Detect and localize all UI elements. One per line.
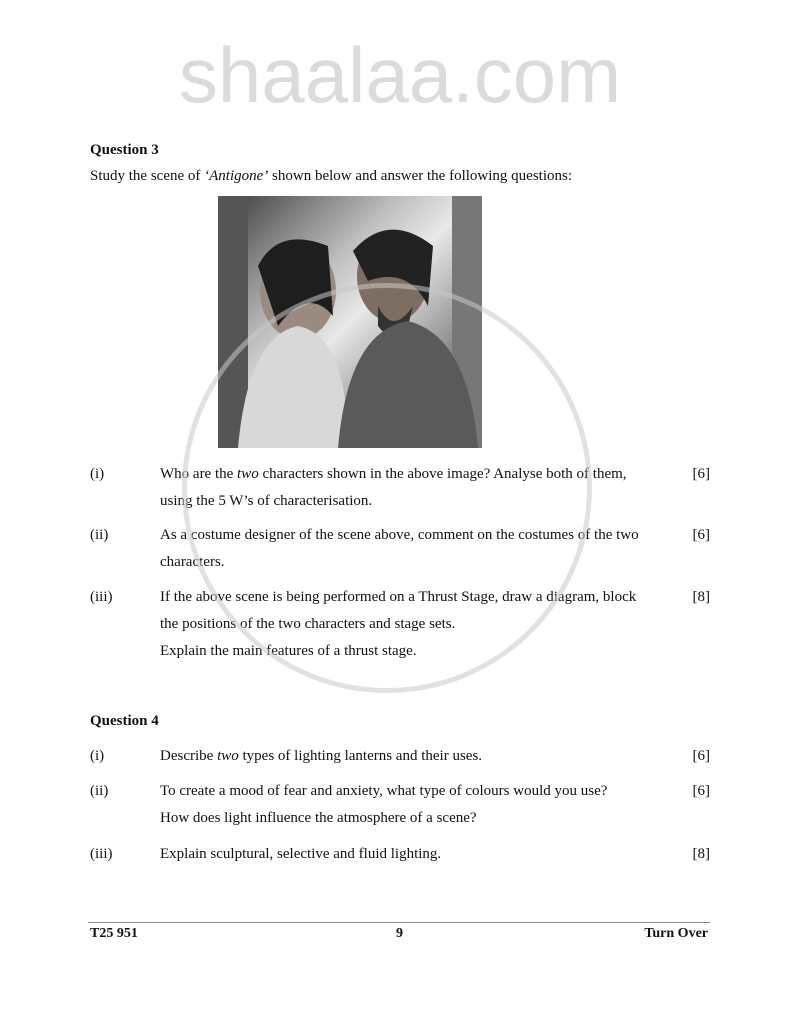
item-text-line: using the 5 W’s of characterisation. bbox=[160, 493, 373, 509]
item-number: (i) bbox=[90, 748, 105, 764]
watermark-text: shaalaa.com bbox=[178, 31, 622, 119]
item-text-line: If the above scene is being performed on a Thrust Stage, draw a diagram, block bbox=[160, 589, 637, 605]
item-text-line: As a costume designer of the scene above, comment on the costumes of the two bbox=[160, 527, 639, 543]
item-marks: [6] bbox=[692, 783, 710, 799]
antigone-scene-image bbox=[218, 196, 482, 448]
item-text-line: the positions of the two characters and stage sets. bbox=[160, 616, 456, 632]
footer-divider bbox=[88, 922, 710, 923]
item-number: (ii) bbox=[90, 783, 109, 799]
item-number: (iii) bbox=[90, 589, 113, 605]
item-number: (ii) bbox=[90, 527, 109, 543]
item-marks: [6] bbox=[692, 748, 710, 764]
page-number: 9 bbox=[396, 926, 403, 941]
item-text-line: Describe two types of lighting lanterns and their uses. bbox=[160, 748, 483, 764]
item-marks: [8] bbox=[692, 846, 710, 862]
item-marks: [8] bbox=[692, 589, 710, 605]
item-text-line: To create a mood of fear and anxiety, what type of colours would you use? bbox=[160, 783, 608, 799]
item-number: (iii) bbox=[90, 846, 113, 862]
paper-code: T25 951 bbox=[90, 926, 138, 941]
question-4-heading: Question 4 bbox=[90, 713, 159, 729]
intro-text: shown below and answer the following questions: bbox=[268, 168, 573, 184]
question-3-intro bbox=[90, 168, 572, 185]
item-text-line: Explain sculptural, selective and fluid lighting. bbox=[160, 846, 442, 862]
intro-text: Study the scene of bbox=[90, 168, 205, 184]
turn-over: Turn Over bbox=[644, 926, 708, 941]
item-marks: [6] bbox=[692, 466, 710, 482]
play-title: ‘Antigone’ bbox=[204, 168, 269, 184]
question-3-heading: Question 3 bbox=[90, 142, 159, 158]
item-text-line: Who are the two characters shown in the above image? Analyse both of them, bbox=[160, 466, 627, 482]
item-text-line: How does light influence the atmosphere of a scene? bbox=[160, 810, 477, 826]
item-number: (i) bbox=[90, 466, 105, 482]
item-marks: [6] bbox=[692, 527, 710, 543]
item-text-line: characters. bbox=[160, 554, 225, 570]
item-text-line: Explain the main features of a thrust stage. bbox=[160, 643, 417, 659]
